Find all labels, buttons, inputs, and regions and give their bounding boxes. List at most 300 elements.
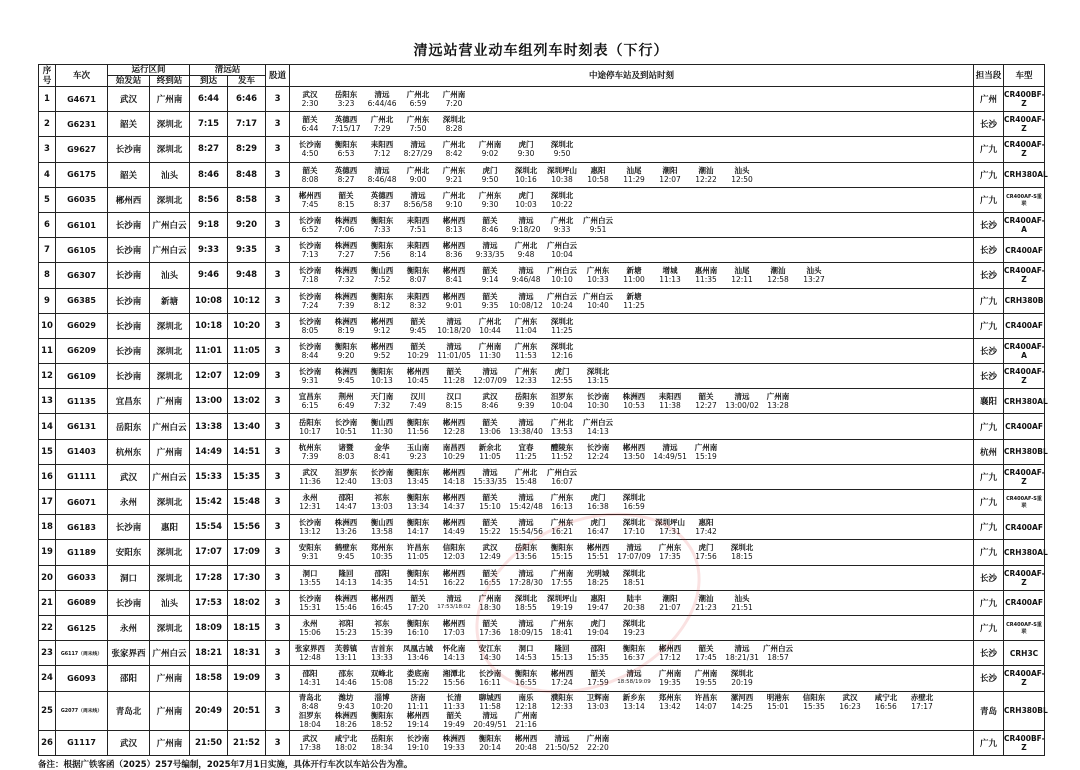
stop-time: 12:16: [551, 350, 573, 360]
stop-time: 7:20: [445, 99, 463, 109]
stop-name: 深圳北: [622, 568, 646, 578]
cell-dest: 广州南: [150, 389, 190, 414]
cell-dep: 9:48: [228, 263, 266, 288]
stop-item: [364, 266, 400, 284]
cell-arr: 18:21: [190, 641, 228, 666]
stop-name: 清远: [446, 316, 462, 326]
stop-time: 8:46: [481, 225, 499, 235]
stop-time: 8:05: [301, 325, 319, 335]
stop-time: 18:58/19:09: [617, 679, 651, 686]
cell-origin: 宜昌东: [108, 389, 150, 414]
stop-name: 清远: [482, 241, 498, 251]
stop-name: 岳阳东: [514, 392, 538, 402]
stop-name: 广州南: [478, 140, 502, 150]
stop-item: [292, 418, 328, 436]
stop-time: 21:23: [695, 602, 717, 612]
table-row: [39, 389, 1045, 414]
stop-time: 19:49: [443, 719, 465, 729]
stop-name: 清远: [626, 543, 642, 553]
cell-model: CRH380BL: [1004, 439, 1045, 464]
cell-model: CR400BF-Z: [1004, 87, 1045, 112]
stop-name: 长沙南: [406, 733, 430, 743]
stop-time: 19:04: [587, 628, 609, 638]
stop-name: 广州南: [766, 392, 790, 402]
stop-item: [544, 166, 580, 184]
stop-item: [544, 292, 580, 310]
stop-name: 虎门: [482, 165, 498, 175]
stop-time: 15:31: [299, 602, 321, 612]
stop-item: [292, 644, 328, 662]
stop-name: 虎门: [518, 190, 534, 200]
stop-name: 虎门: [590, 493, 606, 503]
stop-name: 长沙南: [298, 367, 322, 377]
stop-time: 10:13: [371, 376, 393, 386]
stop-time: 20:38: [623, 602, 645, 612]
cell-dest: 广州南: [150, 730, 190, 755]
col-middle: 中途停车站及到站时刻: [290, 65, 974, 87]
stop-name: 深圳坪山: [547, 165, 578, 175]
stop-name: 咸宁北: [334, 733, 358, 743]
stop-item: [724, 644, 760, 662]
stop-time: 16:59: [623, 502, 645, 512]
cell-arr: 8:27: [190, 137, 228, 162]
stop-name: 潮阳: [662, 593, 678, 603]
stop-time: 9:50: [553, 149, 571, 159]
stop-item: [292, 711, 328, 729]
stop-name: 广州白云: [547, 467, 578, 477]
stop-name: 郴州西: [442, 518, 466, 528]
cell-seq: 21: [39, 590, 56, 615]
stop-name: 惠阳: [698, 518, 714, 528]
stop-time: 10:24: [551, 300, 573, 310]
stop-name: 长沙南: [298, 518, 322, 528]
stop-time: 19:23: [623, 628, 645, 638]
cell-train: G6101: [56, 212, 108, 237]
stop-name: 张家界西: [295, 644, 326, 654]
stop-item: [508, 711, 544, 729]
stop-item: [544, 216, 580, 234]
stop-time: 13:14: [623, 701, 645, 711]
cell-model: CRH380AL: [1004, 162, 1045, 187]
cell-stops: [290, 414, 974, 439]
col-depot: 担当段: [974, 65, 1004, 87]
stop-name: 汕尾: [626, 165, 642, 175]
cell-origin: 长沙南: [108, 590, 150, 615]
stop-time: 8:12: [373, 300, 391, 310]
stop-name: 增城: [662, 266, 678, 276]
stop-item: [364, 292, 400, 310]
stop-item: [400, 140, 436, 158]
stop-name: 广州北: [514, 241, 538, 251]
cell-origin: 韶关: [108, 162, 150, 187]
stop-name: 醴陵东: [550, 442, 574, 452]
stop-name: 韶关: [410, 593, 426, 603]
stop-name: 耒阳西: [658, 392, 682, 402]
cell-seq: 13: [39, 389, 56, 414]
stop-time: 15:48: [515, 476, 537, 486]
cell-origin: 长沙南: [108, 137, 150, 162]
stop-item: [328, 543, 364, 561]
stop-item: [292, 367, 328, 385]
cell-seq: 12: [39, 364, 56, 389]
stop-item: [292, 669, 328, 687]
cell-dep: 12:09: [228, 364, 266, 389]
stop-item: [400, 241, 436, 259]
stop-item: [400, 569, 436, 587]
cell-dest: 汕头: [150, 590, 190, 615]
stop-name: 郴州西: [442, 266, 466, 276]
stop-item: [400, 392, 436, 410]
stop-name: 深圳北: [730, 669, 754, 679]
cell-dep: 14:51: [228, 439, 266, 464]
cell-dep: 13:02: [228, 389, 266, 414]
stop-time: 7:27: [337, 250, 355, 260]
stop-name: 汕头: [734, 593, 750, 603]
stop-name: 广州南: [586, 733, 610, 743]
stop-name: 株洲西: [622, 392, 646, 402]
stop-name: 郴州西: [370, 341, 394, 351]
stop-name: 广州北: [442, 140, 466, 150]
cell-origin: 杭州东: [108, 439, 150, 464]
stop-item: [436, 619, 472, 637]
stop-time: 15:56: [443, 678, 465, 688]
stop-name: 韶关: [482, 493, 498, 503]
stop-name: 广州东: [550, 518, 574, 528]
stop-name: 广州白云: [763, 644, 794, 654]
stop-time: 10:35: [371, 552, 393, 562]
stop-time: 14:07: [695, 701, 717, 711]
stop-name: 清远: [482, 367, 498, 377]
stop-time: 9:33: [553, 225, 571, 235]
stop-name: 新塘: [626, 291, 642, 301]
stop-name: 广州东: [442, 165, 466, 175]
stop-name: 深圳北: [550, 190, 574, 200]
cell-train: G2077（周末线）: [56, 691, 108, 730]
stop-item: [436, 493, 472, 511]
cell-model: CRH380BL: [1004, 691, 1045, 730]
stop-item: [400, 317, 436, 335]
stop-name: 韶关: [482, 291, 498, 301]
cell-depot: 长沙: [974, 565, 1004, 590]
stop-item: [364, 734, 400, 752]
stop-name: 衡阳东: [370, 291, 394, 301]
stop-name: 株洲西: [334, 216, 358, 226]
stop-name: 虎门: [698, 543, 714, 553]
cell-stops: [290, 87, 974, 112]
stop-name: 郴州西: [442, 467, 466, 477]
stop-item: [292, 166, 328, 184]
cell-dest: 深圳北: [150, 364, 190, 389]
stop-time: 20:14: [479, 742, 501, 752]
cell-depot: 长沙: [974, 112, 1004, 137]
stop-name: 汕头: [806, 266, 822, 276]
stop-name: 郴州西: [586, 543, 610, 553]
stop-item: [724, 266, 760, 284]
stop-time: 10:17: [299, 426, 321, 436]
cell-track: 3: [266, 464, 290, 489]
stop-item: [400, 191, 436, 209]
stop-item: [760, 266, 796, 284]
stop-item: [616, 493, 652, 511]
stop-name: 广州白云: [547, 241, 578, 251]
stop-time: 18:30: [479, 602, 501, 612]
stop-name: 郴州西: [442, 216, 466, 226]
stop-item: [472, 241, 508, 259]
stop-time: 19:47: [587, 602, 609, 612]
stop-item: [580, 216, 616, 234]
stop-name: 广州白云: [583, 291, 614, 301]
cell-model: CRH3C: [1004, 641, 1045, 666]
cell-arr: 15:33: [190, 464, 228, 489]
cell-train: G6093: [56, 666, 108, 691]
stop-time: 12:31: [299, 502, 321, 512]
cell-seq: 11: [39, 338, 56, 363]
stops-list: [292, 493, 971, 511]
stop-time: 4:50: [301, 149, 319, 159]
cell-stops: [290, 212, 974, 237]
stops-list: [292, 392, 971, 410]
stop-time: 13:50: [623, 451, 645, 461]
stops-list: [292, 693, 971, 729]
cell-train: G1111: [56, 464, 108, 489]
stop-name: 武汉: [302, 90, 318, 100]
stop-name: 荆州: [338, 392, 354, 402]
stop-name: 韶关: [302, 115, 318, 125]
cell-depot: 广州: [974, 87, 1004, 112]
stop-name: 潍坊: [338, 692, 354, 702]
stop-time: 16:22: [443, 577, 465, 587]
stop-item: [400, 711, 436, 729]
stop-name: 清远: [518, 568, 534, 578]
stop-name: 洞口: [302, 568, 318, 578]
stop-name: 南昌西: [442, 442, 466, 452]
stop-time: 14:35: [371, 577, 393, 587]
stop-item: [436, 669, 472, 687]
stop-time: 15:23: [335, 628, 357, 638]
stop-time: 9:52: [373, 350, 391, 360]
stop-name: 广州东: [514, 341, 538, 351]
stop-time: 14:13: [443, 653, 465, 663]
stop-time: 21:50/52: [545, 742, 579, 752]
cell-seq: 4: [39, 162, 56, 187]
stop-time: 18:15: [731, 552, 753, 562]
stop-item: [688, 166, 724, 184]
stop-time: 20:48: [515, 742, 537, 752]
stop-time: 11:36: [299, 476, 321, 486]
stop-time: 16:10: [407, 628, 429, 638]
stop-item: [328, 140, 364, 158]
stop-name: 株洲西: [334, 367, 358, 377]
stop-name: 郑州东: [370, 543, 394, 553]
stop-time: 8:32: [409, 300, 427, 310]
stop-name: 长沙南: [334, 417, 358, 427]
stop-time: 9:30: [517, 149, 535, 159]
cell-depot: 青岛: [974, 691, 1004, 730]
stop-item: [328, 266, 364, 284]
stop-item: [400, 266, 436, 284]
cell-stops: [290, 288, 974, 313]
stop-time: 7:12: [373, 149, 391, 159]
stops-list: [292, 734, 971, 752]
stop-name: 怀化南: [442, 644, 466, 654]
stop-name: 郴州西: [370, 593, 394, 603]
stop-time: 11:04: [515, 325, 537, 335]
stop-item: [292, 241, 328, 259]
cell-stops: [290, 691, 974, 730]
cell-track: 3: [266, 515, 290, 540]
stop-name: 鹤壁东: [334, 543, 358, 553]
stop-time: 8:41: [373, 451, 391, 461]
stop-item: [868, 693, 904, 711]
stop-name: 清远: [734, 644, 750, 654]
stop-name: 衡阳东: [370, 367, 394, 377]
cell-depot: 长沙: [974, 666, 1004, 691]
cell-origin: 青岛北: [108, 691, 150, 730]
stop-name: 深圳北: [622, 619, 646, 629]
cell-stops: [290, 338, 974, 363]
stop-time: 17:53/18:02: [437, 603, 471, 610]
cell-dep: 15:56: [228, 515, 266, 540]
stop-item: [724, 594, 760, 612]
stop-name: 郴州西: [622, 442, 646, 452]
cell-stops: [290, 137, 974, 162]
cell-depot: 广九: [974, 730, 1004, 755]
cell-depot: 广九: [974, 490, 1004, 515]
stop-time: 11:35: [695, 275, 717, 285]
table-row: [39, 288, 1045, 313]
stop-time: 11:30: [479, 350, 501, 360]
stop-name: 衡阳东: [370, 710, 394, 720]
cell-dep: 6:46: [228, 87, 266, 112]
cell-arr: 17:53: [190, 590, 228, 615]
cell-track: 3: [266, 187, 290, 212]
cell-model: CR400AF-Z: [1004, 112, 1045, 137]
stop-name: 清远: [410, 190, 426, 200]
cell-dep: 8:29: [228, 137, 266, 162]
cell-model: CR400AF-A: [1004, 338, 1045, 363]
stop-item: [364, 90, 400, 108]
cell-arr: 9:33: [190, 238, 228, 263]
stop-time: 10:44: [479, 325, 501, 335]
cell-arr: 12:07: [190, 364, 228, 389]
stop-name: 长沙南: [298, 291, 322, 301]
stop-time: 22:20: [587, 742, 609, 752]
cell-track: 3: [266, 364, 290, 389]
stop-time: 6:49: [337, 401, 355, 411]
cell-train: G6209: [56, 338, 108, 363]
cell-model: CR400AF-S重联: [1004, 490, 1045, 515]
stop-name: 广州南: [694, 669, 718, 679]
stop-item: [580, 367, 616, 385]
stop-item: [544, 468, 580, 486]
stop-item: [436, 392, 472, 410]
stop-item: [508, 443, 544, 461]
stop-item: [292, 317, 328, 335]
stop-item: [472, 166, 508, 184]
stop-name: 汨罗东: [550, 392, 574, 402]
col-dest: 终到站: [150, 76, 190, 87]
cell-track: 3: [266, 338, 290, 363]
cell-arr: 10:18: [190, 313, 228, 338]
stop-time: 13:03: [371, 476, 393, 486]
stop-time: 14:17: [407, 527, 429, 537]
stop-name: 广州白云: [583, 216, 614, 226]
cell-stops: [290, 162, 974, 187]
stop-time: 12:40: [335, 476, 357, 486]
cell-origin: 安阳东: [108, 540, 150, 565]
cell-stops: [290, 389, 974, 414]
cell-dep: 18:02: [228, 590, 266, 615]
stop-time: 11:05: [479, 451, 501, 461]
stop-item: [508, 191, 544, 209]
stop-item: [292, 140, 328, 158]
stop-time: 15:46: [335, 602, 357, 612]
stop-name: 明港东: [766, 692, 790, 702]
stop-name: 杭州东: [298, 442, 322, 452]
stop-time: 18:34: [371, 742, 393, 752]
stop-name: 清远: [518, 216, 534, 226]
stop-item: [544, 443, 580, 461]
stop-name: 隆回: [338, 568, 354, 578]
stop-item: [508, 392, 544, 410]
stop-name: 岳阳东: [514, 543, 538, 553]
stop-item: [436, 216, 472, 234]
stop-time: 10:20: [371, 701, 393, 711]
stop-item: [364, 191, 400, 209]
stop-item: [328, 292, 364, 310]
stop-name: 衡阳东: [406, 417, 430, 427]
stop-item: [472, 418, 508, 436]
cell-dest: 新塘: [150, 288, 190, 313]
stop-name: 长沙南: [298, 316, 322, 326]
cell-depot: 广九: [974, 137, 1004, 162]
stop-name: 双峰北: [370, 669, 394, 679]
stop-name: 郴州西: [442, 493, 466, 503]
stop-name: 邵东: [338, 669, 354, 679]
stop-item: [580, 392, 616, 410]
stop-item: [688, 266, 724, 284]
stop-item: [508, 518, 544, 536]
stop-time: 11:13: [659, 275, 681, 285]
stop-name: 长沙南: [370, 467, 394, 477]
stop-time: 7:56: [373, 250, 391, 260]
stops-list: [292, 90, 971, 108]
stop-item: [400, 468, 436, 486]
stop-item: [508, 493, 544, 511]
stop-time: 12:27: [695, 401, 717, 411]
stop-item: [472, 543, 508, 561]
col-origin: 始发站: [108, 76, 150, 87]
stop-name: 诸暨: [338, 442, 354, 452]
cell-dep: 8:58: [228, 187, 266, 212]
cell-dep: 13:40: [228, 414, 266, 439]
cell-track: 3: [266, 212, 290, 237]
cell-depot: 广九: [974, 540, 1004, 565]
stop-time: 17:59: [587, 678, 609, 688]
stop-name: 虎门: [590, 619, 606, 629]
cell-seq: 3: [39, 137, 56, 162]
stop-item: [436, 693, 472, 711]
stop-name: 韶关: [482, 266, 498, 276]
stop-time: 17:10: [623, 527, 645, 537]
stop-item: [760, 392, 796, 410]
stop-time: 8:19: [337, 325, 355, 335]
cell-train: G4671: [56, 87, 108, 112]
stop-name: 广州北: [370, 115, 394, 125]
stop-item: [760, 644, 796, 662]
stop-time: 8:36: [445, 250, 463, 260]
stop-item: [508, 418, 544, 436]
